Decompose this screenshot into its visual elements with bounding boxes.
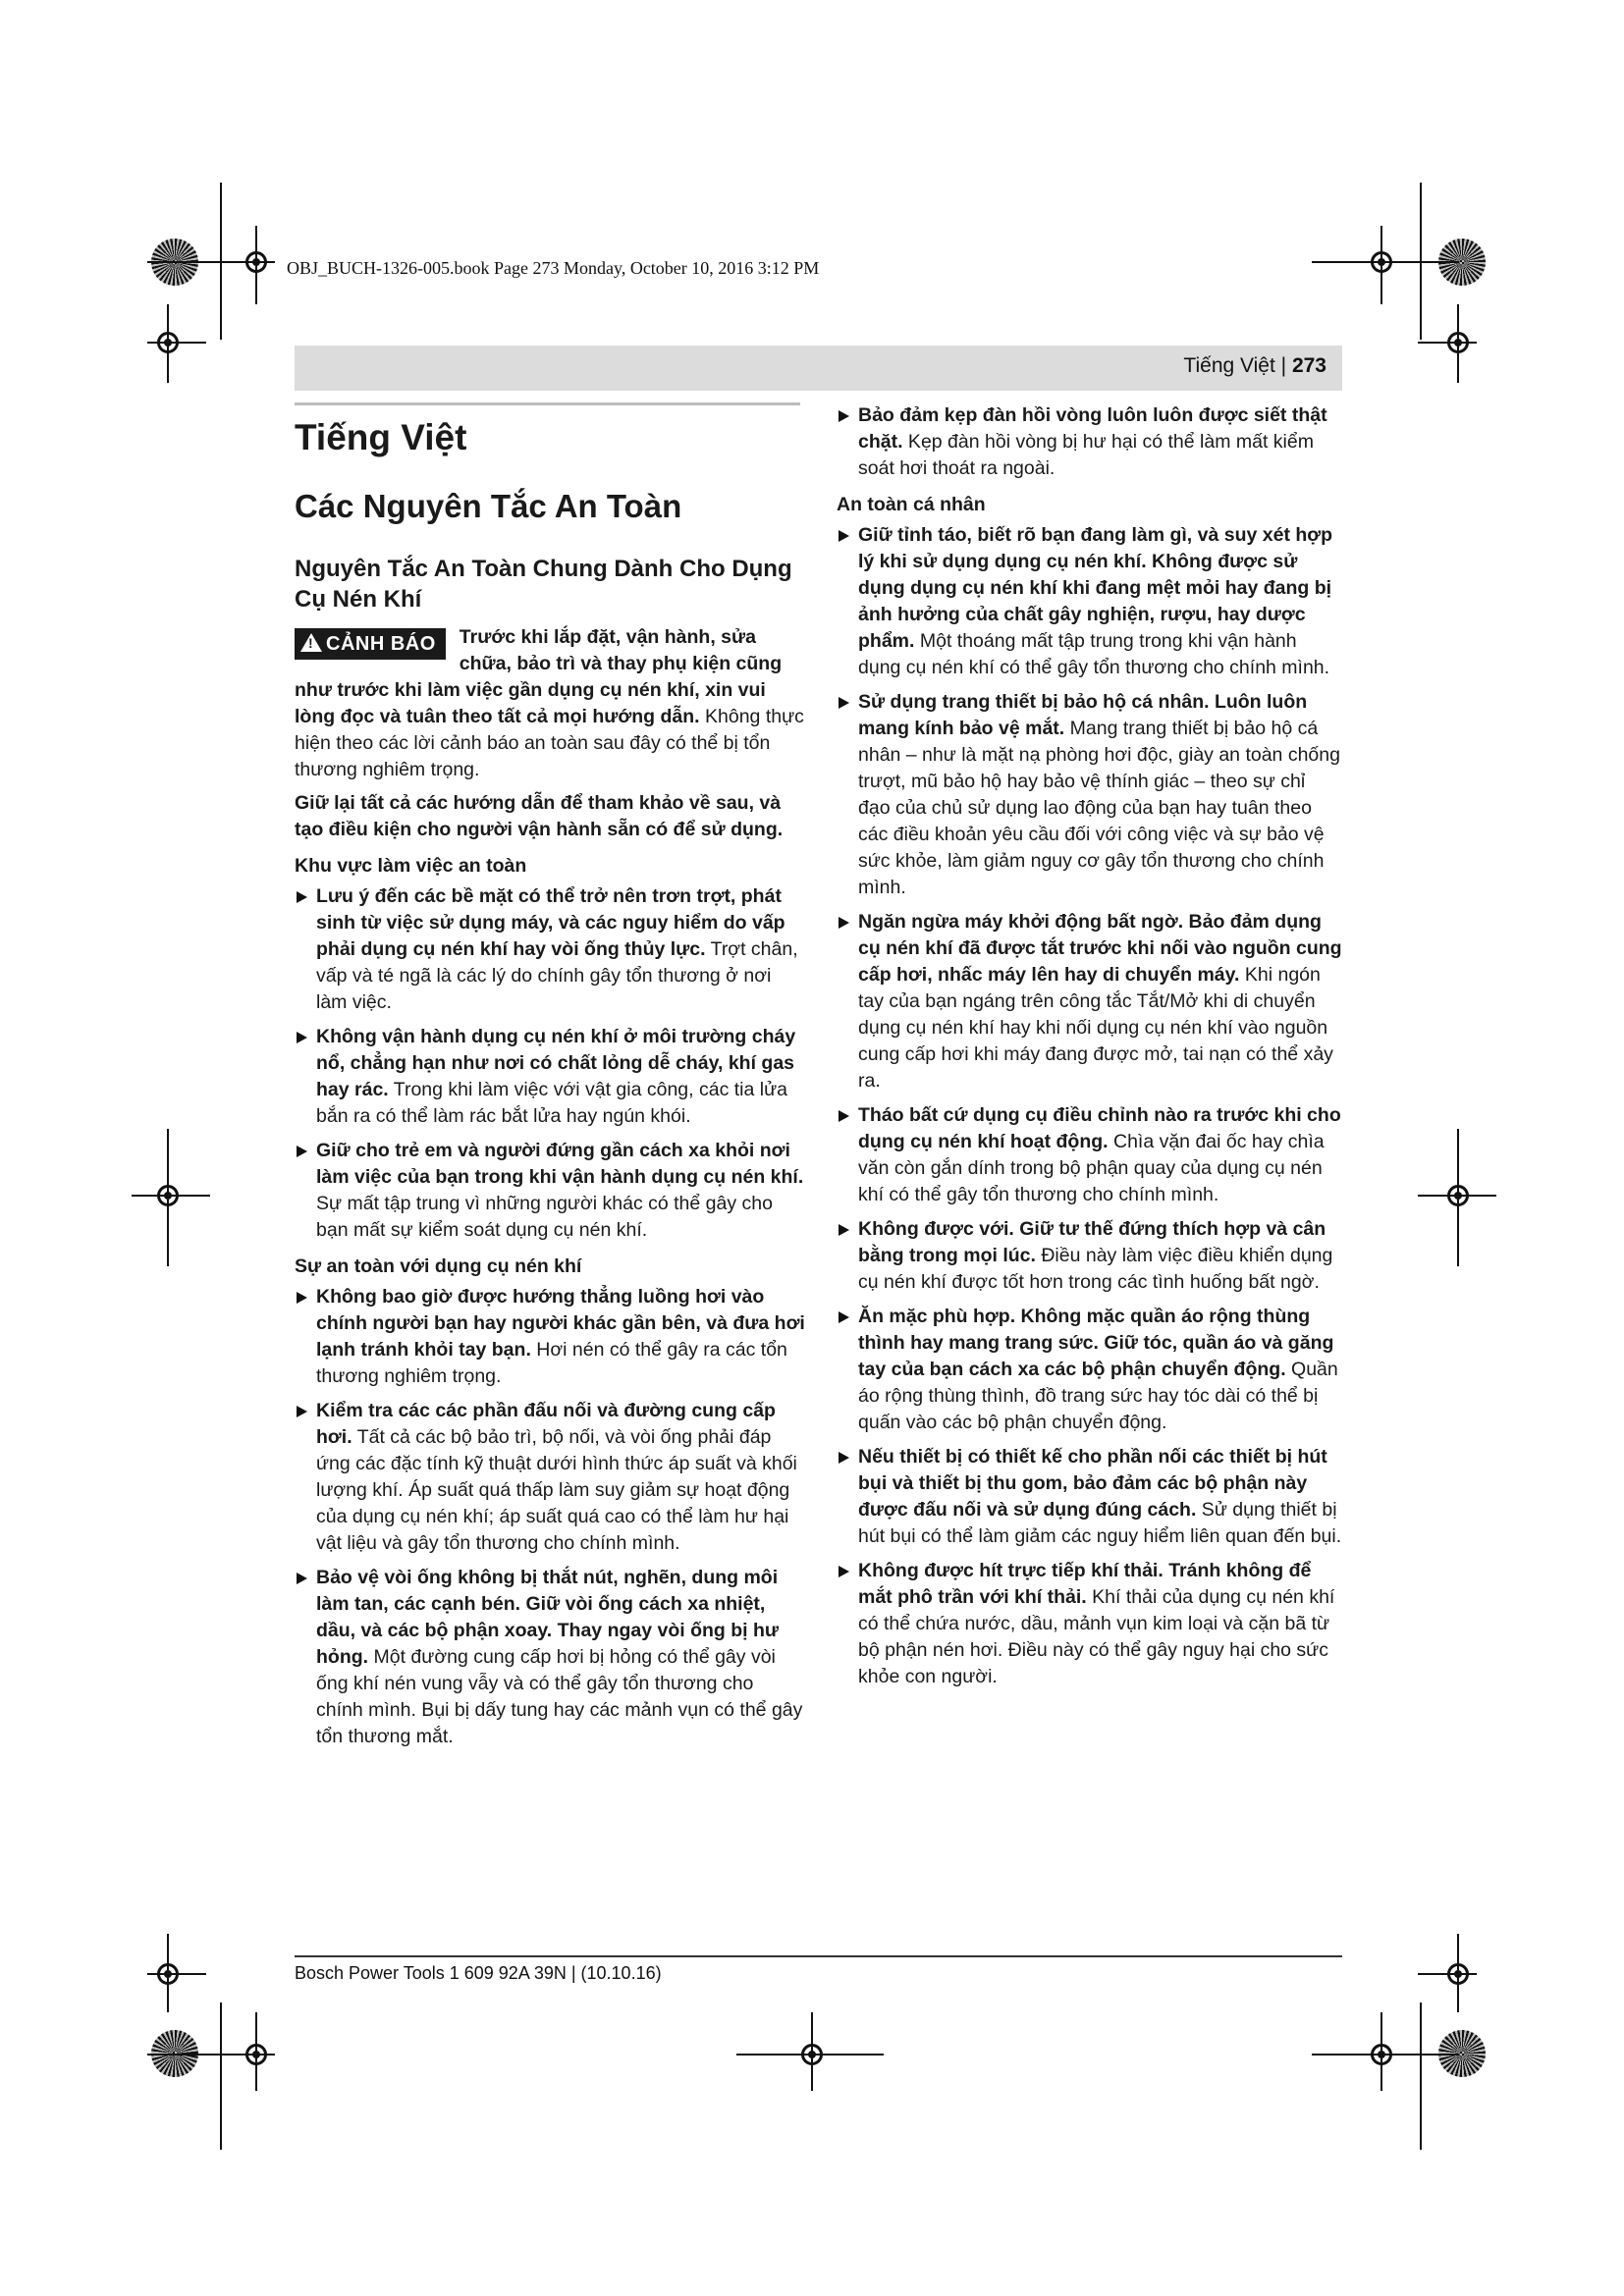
page-header — [295, 346, 1342, 391]
bullet-bold: Không vận hành dụng cụ nén khí ở môi trường cháy nổ, chẳng hạn như nơi có chất lỏng dễ cháy, khí gas hay rác. — [316, 1026, 796, 1101]
bullet-item — [837, 1558, 1342, 1690]
bullet-item — [837, 689, 1342, 901]
page-title: Tiếng Việt — [295, 417, 467, 457]
bullet-bold: Sử dụng trang thiết bị bảo hộ cá nhân. Luôn luôn mang kính bảo vệ mắt. — [858, 691, 1308, 739]
bullet-item — [837, 1216, 1342, 1296]
bullet-item — [837, 909, 1342, 1095]
warning-bold: Trước khi lắp đặt, vận hành, sửa chữa, bảo trì và thay phụ kiện cũng như trước khi làm việc gần dụng cụ nén khí, xin vui lòng đọc và tuân theo tất cả mọi hướng dẫn. — [295, 626, 783, 728]
bullet-bold: Giữ tỉnh táo, biết rõ bạn đang làm gì, và suy xét hợp lý khi sử dụng dụng cụ nén khí. Không được sử dụng dụng cụ nén khí khi đang mệt mỏi hay đang bị ảnh hưởng của chất gây nghiện, rượu, hay dược phẩm. — [858, 524, 1333, 652]
warning-badge — [295, 628, 446, 660]
bullet-normal: Chìa vặn đai ốc hay chìa văn còn gắn dính trong bộ phận quay của dụng cụ nén khí có thể gây tổn thương cho chính mình. — [858, 1131, 1325, 1205]
bullet-normal: Mang trang thiết bị bảo hộ cá nhân – như là mặt nạ phòng hơi độc, giày an toàn chống trượt, mũ bảo hộ hay bảo vệ thính giác – theo sự chỉ đạo của chủ sử dụng lao động của bạn hay tuân theo các điều khoản yêu cầu đối với công việc và sự bảo vệ sức khỏe, làm giảm nguy cơ gây tổn thương cho chính mình. — [858, 718, 1340, 898]
bullet-bold: Bảo vệ vòi ống không bị thắt nút, nghẽn, dung môi làm tan, các cạnh bén. Giữ vòi ống cách xa nhiệt, dầu, và các bộ phận xoay. Thay ngay vòi ống bị hư hỏng. — [316, 1567, 780, 1669]
bullet-normal: Một đường cung cấp hơi bị hỏng có thể gây vòi ống khí nén vung vẫy và có thể gây tổn thương cho chính mình. Bụi bị dấy tung hay các mảnh vụn có thể gây tổn thương mắt. — [316, 1646, 803, 1748]
page-number: 273 — [1291, 354, 1326, 377]
bullet-item — [837, 522, 1342, 681]
warning-label: CẢNH BÁO — [326, 633, 436, 656]
bullet-normal: Tất cả các bộ bảo trì, bộ nối, và vòi ống phải đáp ứng các đặc tính kỹ thuật dưới hình thức áp suất và khối lượng khí. Áp suất quá thấp làm suy giảm sự hoạt động của dụng cụ nén khí; áp suất quá cao có thể làm hư hại vật liệu và gây tổn thương cho chính mình. — [316, 1426, 797, 1555]
bullet-normal: Khi ngón tay của bạn ngáng trên công tắc Tắt/Mở khi di chuyển dụng cụ nén khí hay khi nối dụng cụ nén khí vào nguồn cung cấp hơi khi máy đang được mở, tai nạn có thể xảy ra. — [858, 964, 1333, 1092]
bullet-bold: Ngăn ngừa máy khởi động bất ngờ. Bảo đảm dụng cụ nén khí đã được tắt trước khi nối vào nguồn cung cấp hơi, nhấc máy lên hay di chuyển máy. — [858, 911, 1342, 986]
bullet-item — [837, 1444, 1342, 1550]
section-heading: An toàn cá nhân — [837, 494, 986, 515]
bullet-item — [295, 1284, 805, 1390]
bullet-item — [295, 1398, 805, 1557]
left-column — [295, 402, 805, 1758]
right-column — [837, 402, 1342, 1698]
keep-instructions: Giữ lại tất cả các hướng dẫn để tham khảo về sau, và tạo điều kiện cho người vận hành sẵn có để sử dụng. — [295, 792, 784, 841]
bullet-item — [295, 883, 805, 1016]
header-text: Tiếng Việt | 273 — [1183, 354, 1326, 377]
bullet-normal: Điều này làm việc điều khiển dụng cụ nén khí được tốt hơn trong các tình huống bất ngờ. — [858, 1245, 1333, 1293]
bullet-bold: Không được hít trực tiếp khí thải. Tránh không để mắt phô trần với khí thải. — [858, 1560, 1312, 1608]
bullet-item — [295, 1138, 805, 1244]
bullet-bold: Không bao giờ được hướng thẳng luồng hơi vào chính người bạn hay người khác gần bên, và đưa hơi lạnh tránh khỏi tay bạn. — [316, 1286, 805, 1362]
bullet-bold: Lưu ý đến các bề mặt có thể trở nên trơn trợt, phát sinh từ việc sử dụng máy, và các nguy hiểm do vấp phải dụng cụ nén khí hay vòi ống thủy lực. — [316, 885, 785, 961]
subsection-title: Nguyên Tắc An Toàn Chung Dành Cho Dụng Cụ Nén Khí — [295, 555, 792, 614]
section-heading: Sự an toàn với dụng cụ nén khí — [295, 1255, 582, 1278]
bullet-normal: Trong khi làm việc với vật gia công, các tia lửa bắn ra có thể làm rác bắt lửa hay ngún khói. — [316, 1079, 787, 1128]
bullet-normal: Sự mất tập trung vì những người khác có thể gây cho bạn mất sự kiểm soát dụng cụ nén khí. — [316, 1193, 773, 1242]
right-sections — [837, 492, 1342, 1690]
bullet-item — [837, 402, 1342, 482]
file-info: OBJ_BUCH-1326-005.book Page 273 Monday, October 10, 2016 3:12 PM — [287, 258, 820, 278]
section-title: Các Nguyên Tắc An Toàn — [295, 488, 682, 525]
bullet-normal: Khí thải của dụng cụ nén khí có thể chứa nước, dầu, mảnh vụn kim loại và cặn bã từ bộ phận nén hơi. Điều này có thể gây nguy hại cho sức khỏe con người. — [858, 1586, 1335, 1687]
footer-rule — [295, 1955, 1342, 1957]
bullet-item — [837, 1304, 1342, 1436]
warning-normal: Không thực hiện theo các lời cảnh báo an toàn sau đây có thể bị tổn thương nghiêm trọng. — [295, 706, 804, 781]
bullet-bold: Ăn mặc phù hợp. Không mặc quần áo rộng thùng thình hay mang trang sức. Giữ tóc, quần áo và găng tay của bạn cách xa các bộ phận chuyển động. — [858, 1306, 1334, 1380]
bullet-normal: Quần áo rộng thùng thình, đồ trang sức hay tóc dài có thể bị quấn vào các bộ phận chuyển động. — [858, 1359, 1338, 1433]
bullet-bold: Bảo đảm kẹp đàn hồi vòng luôn luôn được siết thật chặt. — [858, 404, 1327, 453]
bullet-item — [295, 1565, 805, 1750]
bullet-bold: Tháo bất cứ dụng cụ điều chỉnh nào ra trước khi cho dụng cụ nén khí hoạt động. — [858, 1104, 1341, 1152]
bullet-bold: Kiểm tra các các phần đấu nối và đường cung cấp hơi. — [316, 1400, 776, 1449]
bullet-normal: Hơi nén có thể gây ra các tổn thương nghiêm trọng. — [316, 1339, 787, 1388]
section-heading: Khu vực làm việc an toàn — [295, 855, 527, 878]
warning-block — [295, 624, 805, 790]
header-language: Tiếng Việt — [1183, 354, 1275, 377]
bullet-bold: Giữ cho trẻ em và người đứng gần cách xa khỏi nơi làm việc của bạn trong khi vận hành dụng cụ nén khí. — [316, 1140, 804, 1189]
left-sections — [295, 853, 805, 1750]
warning-triangle-icon — [300, 633, 322, 652]
bullet-normal: Sử dụng thiết bị hút bụi có thể làm giảm các nguy hiểm liên quan đến bụi. — [858, 1499, 1342, 1547]
bullet-bold: Nếu thiết bị có thiết kế cho phần nối các thiết bị hút bụi và thiết bị thu gom, bảo đảm các bộ phận này được đấu nối và sử dụng đúng cách. — [858, 1446, 1327, 1521]
bullet-normal: Một thoáng mất tập trung trong khi vận hành dụng cụ nén khí có thể gây tổn thương cho chính mình. — [858, 630, 1330, 678]
bullet-normal: Trợt chân, vấp và té ngã là các lý do chính gây tổn thương ở nơi làm việc. — [316, 938, 798, 1014]
bullet-item — [837, 1102, 1342, 1208]
bullet-normal: Kẹp đàn hồi vòng bị hư hại có thể làm mất kiểm soát hơi thoát ra ngoài. — [858, 431, 1314, 479]
bullet-bold: Không được với. Giữ tư thế đứng thích hợp và cân bằng trong mọi lúc. — [858, 1218, 1326, 1266]
bullet-item — [295, 1024, 805, 1130]
footer: Bosch Power Tools 1 609 92A 39N | (10.10.16) — [295, 1963, 662, 1983]
